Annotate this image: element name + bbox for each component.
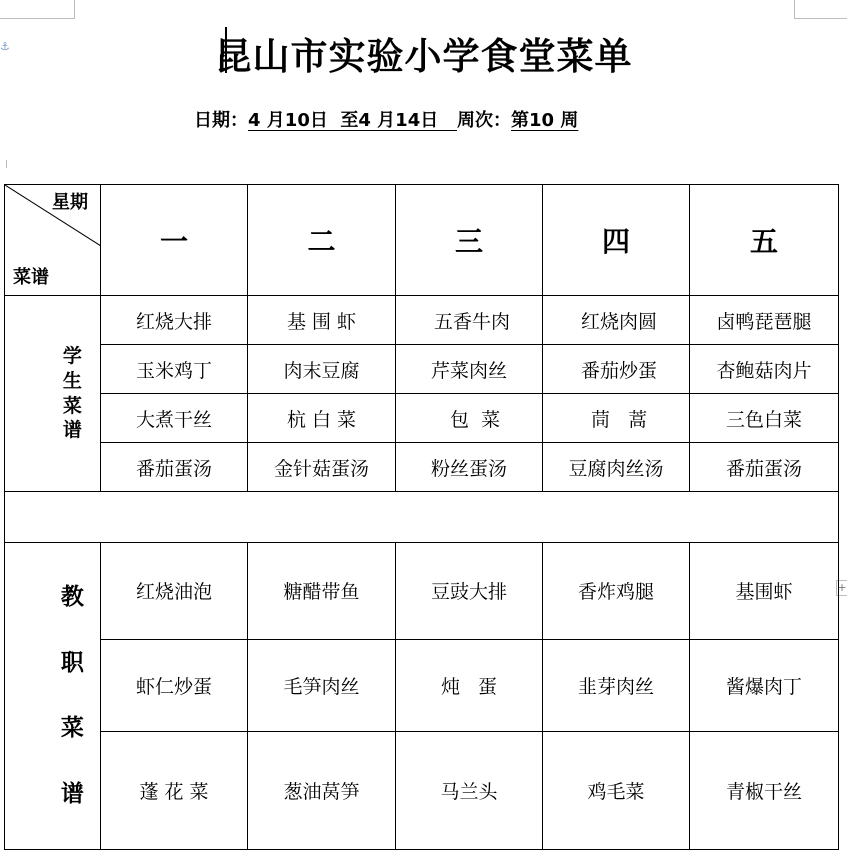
student-dish: 芹菜肉丝 (396, 345, 543, 394)
menu-table (4, 184, 839, 850)
teacher-dish: 毛笋肉丝 (248, 639, 396, 731)
teacher-row-1 (5, 543, 839, 640)
corner-cell (5, 185, 101, 296)
teacher-dish: 炖 蛋 (396, 639, 543, 731)
teacher-dish: 葱油莴笋 (248, 731, 396, 850)
student-dish: 粉丝蛋汤 (396, 443, 543, 492)
date-range: 4 月10日 至4 月14日 (248, 110, 458, 131)
student-menu-label-cell (5, 296, 101, 492)
student-row-2 (5, 345, 839, 394)
teacher-dish: 红烧油泡 (101, 543, 248, 640)
student-dish: 包 菜 (396, 394, 543, 443)
day-header-5: 五 (690, 185, 839, 296)
student-dish: 红烧肉圆 (543, 296, 690, 345)
crop-mark-top-left (0, 0, 75, 19)
teacher-dish: 糖醋带鱼 (248, 543, 396, 640)
student-dish: 玉米鸡丁 (101, 345, 248, 394)
teacher-dish: 青椒干丝 (690, 731, 839, 850)
student-dish: 番茄蛋汤 (101, 443, 248, 492)
week-value: 第10 周 (511, 110, 579, 131)
teacher-menu-label: 教职菜谱 (60, 584, 84, 807)
teacher-menu-label-cell (5, 543, 101, 850)
anchor-icon: ⚓ (0, 40, 10, 53)
corner-weekday-label: 星期 (52, 192, 88, 213)
teacher-dish: 马兰头 (396, 731, 543, 850)
teacher-dish: 基围虾 (690, 543, 839, 640)
student-dish: 番茄炒蛋 (543, 345, 690, 394)
teacher-dish: 香炸鸡腿 (543, 543, 690, 640)
student-dish: 红烧大排 (101, 296, 248, 345)
day-header-3: 三 (396, 185, 543, 296)
student-dish: 五香牛肉 (396, 296, 543, 345)
student-dish: 豆腐肉丝汤 (543, 443, 690, 492)
date-label: 日期： (194, 110, 248, 131)
student-row-1 (5, 296, 839, 345)
spacer-row (5, 492, 839, 543)
day-header-4: 四 (543, 185, 690, 296)
student-dish: 大煮干丝 (101, 394, 248, 443)
header-row (5, 185, 839, 296)
day-header-1: 一 (101, 185, 248, 296)
student-dish: 三色白菜 (690, 394, 839, 443)
date-line (194, 106, 578, 132)
empty-cell (5, 492, 839, 543)
teacher-dish: 韭芽肉丝 (543, 639, 690, 731)
page-title: 昆山市实验小学食堂菜单 (214, 35, 633, 78)
student-dish: 金针菇蛋汤 (248, 443, 396, 492)
student-dish: 卤鸭琵琶腿 (690, 296, 839, 345)
teacher-dish: 豆豉大排 (396, 543, 543, 640)
expand-icon[interactable]: + (837, 581, 847, 594)
student-dish: 基 围 虾 (248, 296, 396, 345)
student-row-4 (5, 443, 839, 492)
day-header-2: 二 (248, 185, 396, 296)
crop-mark-top-right (794, 0, 847, 19)
student-menu-label: 学生菜谱 (62, 345, 82, 442)
teacher-dish: 鸡毛菜 (543, 731, 690, 850)
crop-mark-left (0, 160, 7, 168)
corner-menu-label: 菜谱 (13, 267, 49, 288)
teacher-dish: 酱爆肉丁 (690, 639, 839, 731)
teacher-dish: 虾仁炒蛋 (101, 639, 248, 731)
week-label: 周次： (457, 110, 512, 131)
student-dish: 肉末豆腐 (248, 345, 396, 394)
student-dish: 杭 白 菜 (248, 394, 396, 443)
student-dish: 番茄蛋汤 (690, 443, 839, 492)
student-dish: 杏鲍菇肉片 (690, 345, 839, 394)
teacher-dish: 蓬 花 菜 (101, 731, 248, 850)
teacher-row-3 (5, 731, 839, 850)
student-dish: 茼 蒿 (543, 394, 690, 443)
teacher-row-2 (5, 639, 839, 731)
student-row-3 (5, 394, 839, 443)
